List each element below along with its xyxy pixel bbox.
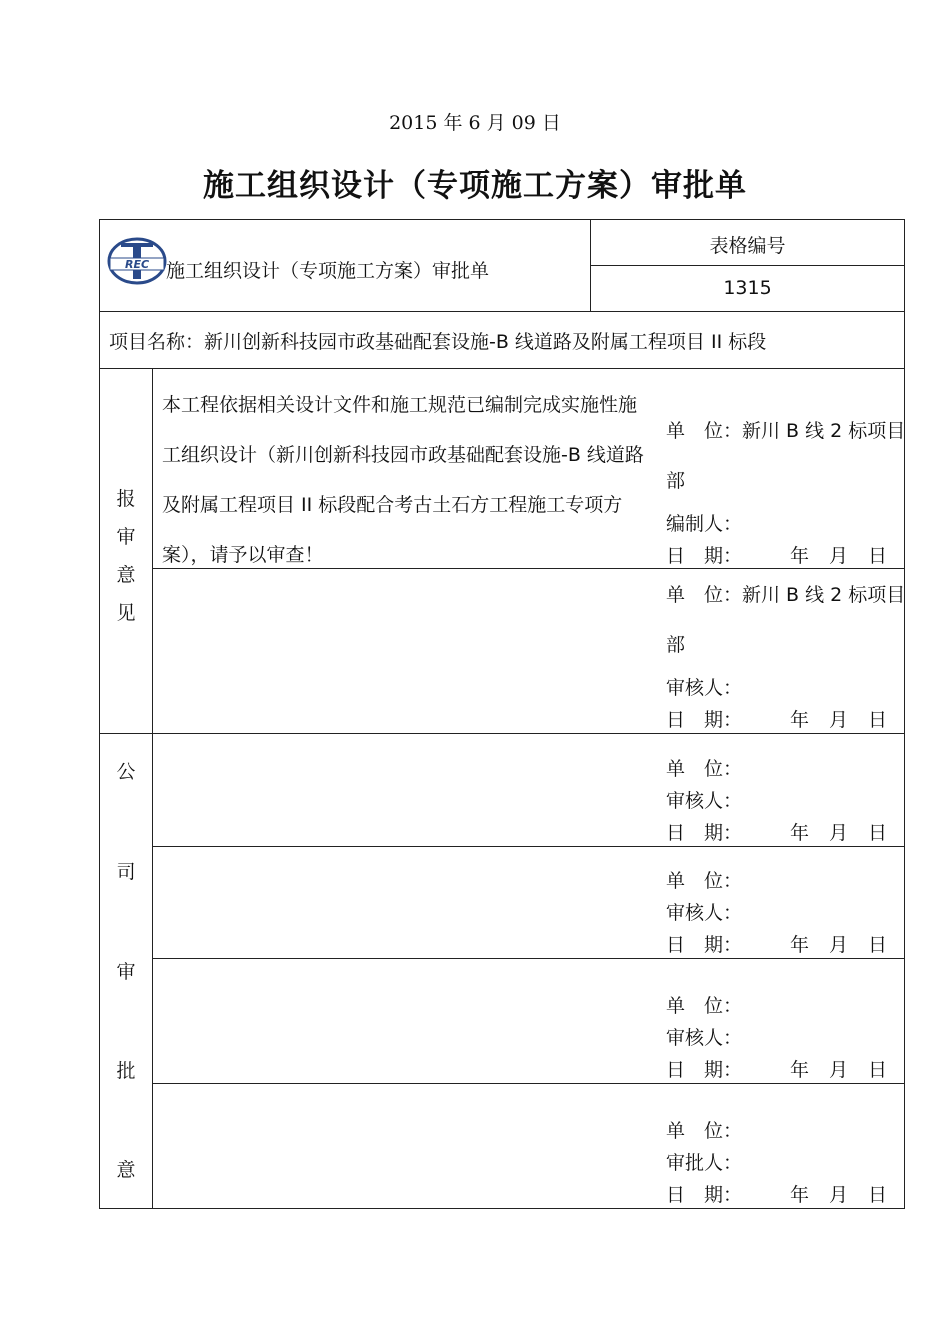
person-field: 审核人： — [666, 790, 743, 812]
row-divider — [152, 846, 905, 847]
day-label: 日 — [868, 822, 888, 844]
year-label: 年 — [790, 822, 810, 844]
year-label: 年 — [790, 1059, 810, 1081]
month-label: 月 — [829, 822, 849, 844]
person-field: 审核人： — [666, 1027, 743, 1049]
company-side-label-4: 批 — [116, 1060, 136, 1082]
day-label: 日 — [868, 545, 888, 567]
project-name: 项目名称：新川创新科技园市政基础配套设施-B 线道路及附属工程项目 II 标段 — [109, 331, 767, 353]
month-label: 月 — [829, 545, 849, 567]
unit-field-cont: 部 — [666, 634, 686, 656]
form-title: 施工组织设计（专项施工方案）审批单 — [166, 260, 490, 282]
unit-field: 单 位： — [666, 1120, 743, 1142]
date-field: 日 期： — [666, 934, 743, 956]
report-content: 本工程依据相关设计文件和施工规范已编制完成实施性施工组织设计（新川创新科技园市政基础配套设施-B 线道路及附属工程项目 II 标段配合考古土石方工程施工专项方案），请予以审查！ — [162, 394, 644, 566]
month-label: 月 — [829, 934, 849, 956]
day-label: 日 — [868, 1184, 888, 1206]
svg-text:REC: REC — [124, 258, 150, 271]
row-divider — [590, 265, 905, 266]
date-field: 日 期： — [666, 545, 743, 567]
row-divider — [152, 1083, 905, 1084]
year-label: 年 — [790, 1184, 810, 1206]
company-logo-icon — [107, 237, 167, 285]
unit-field: 单 位： — [666, 870, 743, 892]
company-side-label-3: 审 — [116, 961, 136, 983]
day-label: 日 — [868, 709, 888, 731]
unit-field: 单 位：新川 B 线 2 标项目 — [666, 584, 906, 606]
row-divider — [99, 311, 905, 312]
row-divider — [99, 733, 905, 734]
unit-field: 单 位：新川 B 线 2 标项目 — [666, 420, 906, 442]
person-field: 审批人： — [666, 1152, 743, 1174]
person-field: 审核人： — [666, 677, 743, 699]
year-label: 年 — [790, 709, 810, 731]
day-label: 日 — [868, 934, 888, 956]
company-side-label-5: 意 — [116, 1159, 136, 1181]
year-label: 年 — [790, 934, 810, 956]
row-divider — [152, 958, 905, 959]
date-field: 日 期： — [666, 709, 743, 731]
form-code-value: 1315 — [723, 277, 772, 299]
day-label: 日 — [868, 1059, 888, 1081]
person-field: 编制人： — [666, 513, 743, 535]
month-label: 月 — [829, 1184, 849, 1206]
company-side-label-2: 司 — [116, 861, 136, 883]
month-label: 月 — [829, 1059, 849, 1081]
month-label: 月 — [829, 709, 849, 731]
form-code-label: 表格编号 — [709, 235, 786, 257]
date-field: 日 期： — [666, 822, 743, 844]
col-divider — [152, 368, 153, 1209]
person-field: 审核人： — [666, 902, 743, 924]
row-divider — [99, 368, 905, 369]
unit-field: 单 位： — [666, 995, 743, 1017]
date-field: 日 期： — [666, 1059, 743, 1081]
page-title: 施工组织设计（专项施工方案）审批单 — [203, 168, 747, 204]
date-field: 日 期： — [666, 1184, 743, 1206]
company-side-label-1: 公 — [116, 761, 136, 783]
unit-field: 单 位： — [666, 758, 743, 780]
unit-field-cont: 部 — [666, 470, 686, 492]
report-side-label: 报 审 意 见 — [116, 488, 136, 624]
date-line: 2015 年 6 月 09 日 — [389, 112, 561, 134]
year-label: 年 — [790, 545, 810, 567]
